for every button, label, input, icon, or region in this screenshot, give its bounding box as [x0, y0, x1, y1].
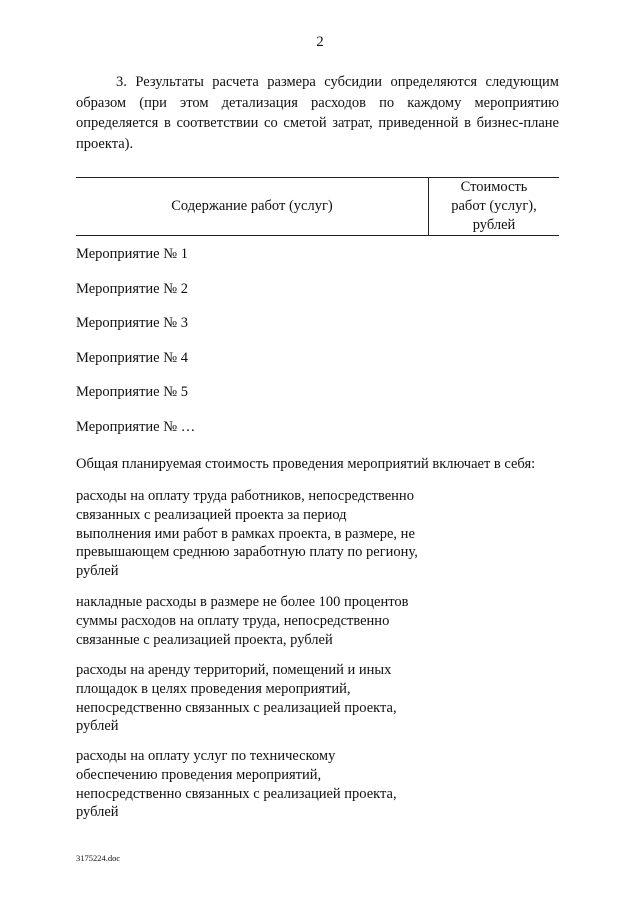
expense-line: связанных с реализацией проекта за период — [76, 506, 347, 523]
expense-line: суммы расходов на оплату труда, непосредственно — [76, 612, 390, 629]
expense-line: превышающем среднюю заработную плату по региону, — [76, 544, 418, 561]
expense-line: рублей — [76, 804, 119, 821]
header-cost-line: работ (услуг), — [451, 198, 537, 214]
total-cost-heading: Общая планируемая стоимость проведения мероприятий включает в себя: — [76, 456, 536, 472]
header-cost-line: рублей — [472, 217, 516, 233]
expense-labor — [76, 487, 446, 581]
table-header-row — [76, 178, 559, 236]
page-number: 2 — [316, 34, 324, 50]
intro-paragraph: 3. Результаты расчета размера субсидии определяются следующим образом (при этом детализация расходов по каждому мероприятию определяется в соответствии со сметой затрат, приведенной в бизнес-плане проекта). — [76, 74, 559, 152]
expense-line: выполнения ими работ в рамках проекта, в размере, не — [76, 525, 415, 542]
expense-line: непосредственно связанных с реализацией проекта, — [76, 785, 397, 802]
expense-line: накладные расходы в размере не более 100 процентов — [76, 594, 409, 610]
expense-line: рублей — [76, 718, 119, 735]
measure-item: Мероприятие № 2 — [76, 280, 188, 297]
measures-list — [76, 244, 195, 452]
header-cost — [429, 178, 560, 236]
measure-item: Мероприятие № … — [76, 418, 196, 435]
measure-item: Мероприятие № 4 — [76, 349, 188, 366]
expense-line: связанные с реализацией проекта, рублей — [76, 631, 333, 648]
header-cost-line: Стоимость — [460, 179, 528, 195]
expense-line: расходы на оплату труда работников, непосредственно — [76, 488, 414, 504]
expense-overhead — [76, 593, 446, 649]
expense-line: расходы на оплату услуг по техническому — [76, 748, 336, 764]
header-work-content: Содержание работ (услуг) — [76, 178, 429, 236]
expense-line: непосредственно связанных с реализацией проекта, — [76, 699, 397, 716]
expense-line: рублей — [76, 563, 119, 580]
expense-line: расходы на аренду территорий, помещений и иных — [76, 662, 392, 678]
measure-item: Мероприятие № 1 — [76, 246, 188, 262]
measure-item: Мероприятие № 5 — [76, 384, 188, 401]
expense-line: обеспечению проведения мероприятий, — [76, 766, 322, 783]
document-code: 3175224.doc — [76, 853, 121, 863]
cost-table — [76, 177, 559, 236]
expense-line: площадок в целях проведения мероприятий, — [76, 680, 351, 697]
expense-technical-services — [76, 747, 446, 822]
measure-item: Мероприятие № 3 — [76, 315, 188, 332]
expense-rent — [76, 661, 446, 736]
